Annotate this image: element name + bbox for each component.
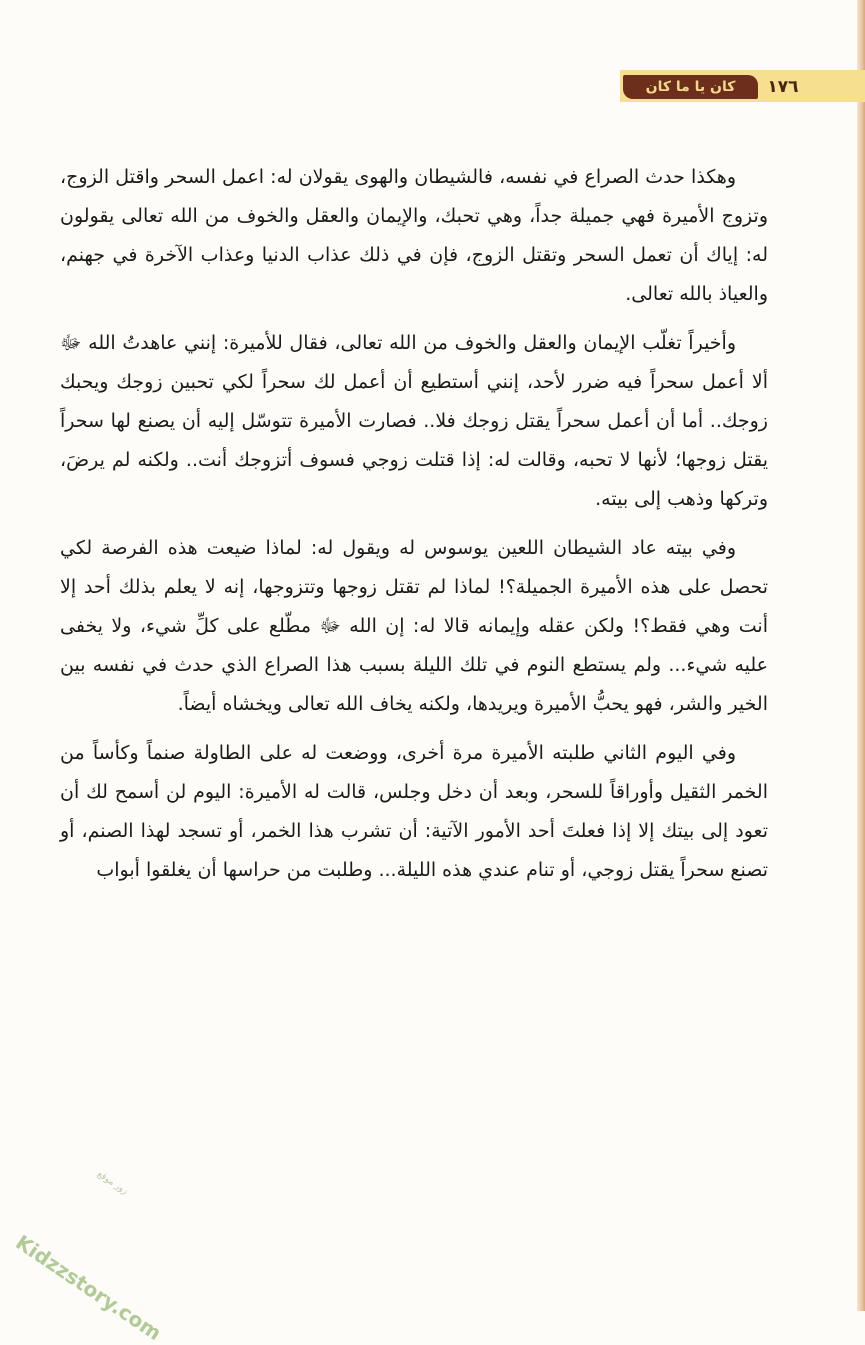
watermark-subtext: زور موقع xyxy=(95,1169,130,1197)
paragraph: وهكذا حدث الصراع في نفسه، فالشيطان والهوى يقولان له: اعمل السحر واقتل الزوج، وتزوج الأميرة فهي جميلة جداً، وهي تحبك، والإيمان والعقل والخوف من الله تعالى يقولون له: إياك أن تعمل السحر وتقتل الزوج، فإن في ذلك عذاب الدنيا وعذاب الآخرة في جهنم، والعياذ بالله تعالى. xyxy=(60,166,768,305)
page-edge xyxy=(857,0,865,1311)
page-number: ١٧٦ xyxy=(767,77,799,97)
watermark: Kidzzstory.com xyxy=(11,1230,166,1345)
book-title: كان يا ما كان xyxy=(623,75,758,99)
paragraph: وفي بيته عاد الشيطان اللعين يوسوس له ويقول له: لماذا ضيعت هذه الفرصة لكي تحصل على هذه الأميرة الجميلة؟! لماذا لم تقتل زوجها وتتزوجها، إنه لا يعلم بذلك أحد إلا أنت وهي فقط؟! ولكن عقله وإيمانه قالا له: إن الله ﷻ مطّلع على كلِّ شيء، ولا يخفى عليه شيء... ولم يستطع النوم في تلك الليلة بسبب هذا الصراع الذي حدث في نفسه بين الخير والشر، فهو يحبُّ الأميرة ويريدها، ولكنه يخاف الله تعالى ويخشاه أيضاً. xyxy=(60,537,768,715)
page-text xyxy=(60,158,768,900)
paragraph: وأخيراً تغلّب الإيمان والعقل والخوف من الله تعالى، فقال للأميرة: إنني عاهدتُ الله ﷻ ألا أعمل سحراً فيه ضرر لأحد، إنني أستطيع أن أعمل لك سحراً لكي تحبين زوجك ويحبك زوجك.. أما أن أعمل سحراً يقتل زوجك فلا.. فصارت الأميرة تتوسّل إليه أن يصنع لها سحراً يقتل زوجها؛ لأنها لا تحبه، وقالت له: إذا قتلت زوجي فسوف أتزوجك أنت.. ولكنه لم يرضَ، وتركها وذهب إلى بيته. xyxy=(60,332,768,510)
paragraph: وفي اليوم الثاني طلبته الأميرة مرة أخرى، ووضعت له على الطاولة صنماً وكأساً من الخمر الثقيل وأوراقاً للسحر، وبعد أن دخل وجلس، قالت له الأميرة: اليوم لن أسمح لك أن تعود إلى بيتك إلا إذا فعلتَ أحد الأمور الآتية: أن تشرب هذا الخمر، أو تسجد لهذا الصنم، أو تصنع سحراً يقتل زوجي، أو تنام عندي هذه الليلة... وطلبت من حراسها أن يغلقوا أبواب xyxy=(60,742,768,881)
